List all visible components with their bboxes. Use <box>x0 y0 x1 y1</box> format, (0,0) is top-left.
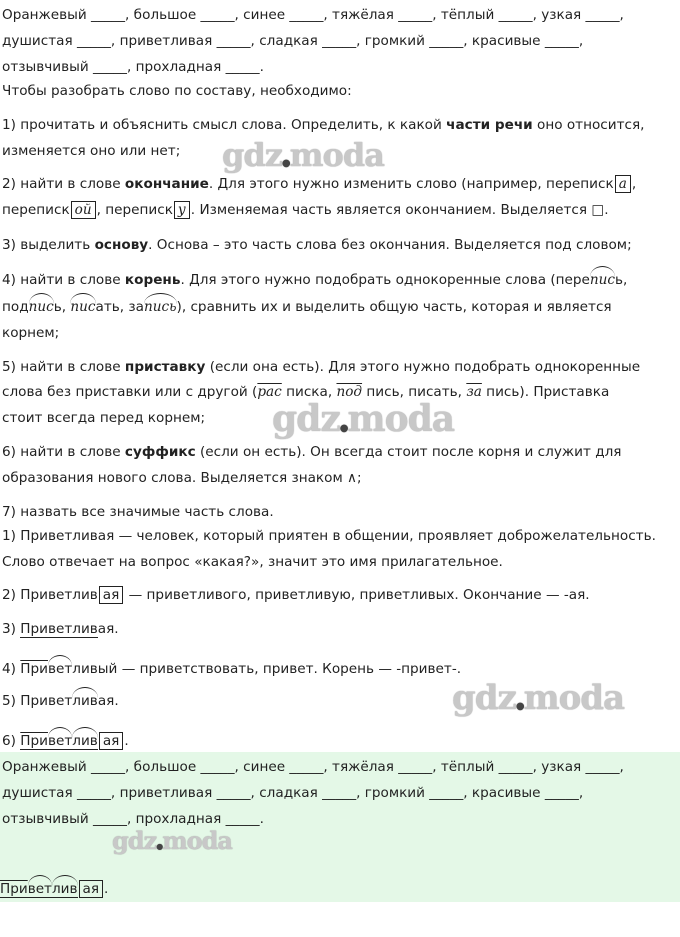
ending-box: ая <box>99 732 124 750</box>
step-6-cont: образования нового слова. Выделяется знаком ∧; <box>2 470 362 486</box>
ending-box: ая <box>99 586 124 604</box>
watermark-logo: gdz●moda <box>272 398 455 440</box>
task-line-1: Оранжевый _____, большое _____, синее _____, тяжёлая _____, тёплый _____, узкая _____, <box>2 7 624 23</box>
root-mark: вет <box>47 661 73 677</box>
prefix-mark: под <box>336 384 363 400</box>
analysis-1-cont: Слово отвечает на вопрос «какая?», значит это имя прилагательное. <box>2 554 503 570</box>
watermark-logo: gdz●moda <box>222 136 384 174</box>
root-mark: пис <box>28 299 54 315</box>
step-2-cont: переписк ой , переписк у . Изменяемая часть является окончанием. Выделяется □. <box>2 202 609 218</box>
task-line-3: отзывчивый _____, прохладная _____. <box>2 59 264 75</box>
ending-box: у <box>174 201 190 219</box>
analysis-4: 4) Приветливый — приветствовать, привет. Корень — -привет-. <box>2 661 462 677</box>
ending-box: а <box>615 175 631 193</box>
suffix-mark: лив <box>72 733 98 749</box>
prefix-mark: При <box>0 881 28 897</box>
suffix-mark: лив <box>72 693 98 709</box>
analysis-1: 1) Приветливая — человек, который приятен в общении, проявляет доброжелательность. <box>2 528 656 544</box>
answer-line-2: душистая _____, приветливая _____, сладкая _____, громкий _____, красивые _____, <box>2 785 584 801</box>
answer-line-1: Оранжевый _____, большое _____, синее _____, тяжёлая _____, тёплый _____, узкая _____, <box>2 759 624 775</box>
step-1: 1) прочитать и объяснить смысл слова. Определить, к какой части речи оно относится, <box>2 117 645 133</box>
step-4: 4) найти в слове корень. Для этого нужно подобрать однокоренные слова (перепись, <box>2 272 628 288</box>
watermark-logo: gdz●moda <box>452 678 625 718</box>
step-5-cont: слова без приставки или с другой (рас писка, под пись, писать, за пись). Приставка <box>2 384 610 400</box>
step-4-cont: подпись, писать, запись), сравнить их и выделить общую часть, которая и является <box>2 299 612 315</box>
analysis-5: 5) Приветливая. <box>2 693 119 709</box>
ending-box: ой <box>71 201 96 219</box>
task-line-2: душистая _____, приветливая _____, сладкая _____, громкий _____, красивые _____, <box>2 33 584 49</box>
ending-box: ая <box>79 880 104 898</box>
stem-underline: Приветлив <box>20 621 98 637</box>
suffix-mark: лив <box>51 881 78 897</box>
prefix-mark: При <box>20 661 48 677</box>
step-4-end: корнем; <box>2 325 60 341</box>
intro-text: Чтобы разобрать слово по составу, необходимо: <box>2 83 352 99</box>
watermark-logo: gdz●moda <box>112 826 232 855</box>
root-mark: пись <box>143 299 177 315</box>
analysis-3: 3) Приветливая. <box>2 621 119 637</box>
answer-word: Приветлив ая . <box>0 881 109 897</box>
root-mark: пис <box>70 299 96 315</box>
step-1-cont: изменяется оно или нет; <box>2 143 181 159</box>
answer-line-3: отзывчивый _____, прохладная _____. <box>2 811 264 827</box>
analysis-2: 2) Приветлив ая — приветливого, приветливую, приветливых. Окончание — -ая. <box>2 587 590 603</box>
step-7: 7) назвать все значимые часть слова. <box>2 504 274 520</box>
root-mark: вет <box>27 881 52 897</box>
prefix-mark: При <box>20 733 48 749</box>
step-5-end: стоит всегда перед корнем; <box>2 410 206 426</box>
step-2: 2) найти в слове окончание. Для этого нужно изменить слово (например, переписк а , <box>2 176 637 192</box>
prefix-mark: рас <box>257 384 282 400</box>
analysis-6: 6) Приветлив ая . <box>2 733 129 749</box>
root-mark: пис <box>589 272 616 288</box>
root-mark: вет <box>47 733 73 749</box>
step-6: 6) найти в слове суффикс (если он есть). Он всегда стоит после корня и служит для <box>2 444 622 460</box>
step-3: 3) выделить основу. Основа – это часть слова без окончания. Выделяется под словом; <box>2 237 632 253</box>
step-5: 5) найти в слове приставку (если она есть). Для этого нужно подобрать однокоренные <box>2 359 641 375</box>
prefix-mark: за <box>466 384 482 400</box>
